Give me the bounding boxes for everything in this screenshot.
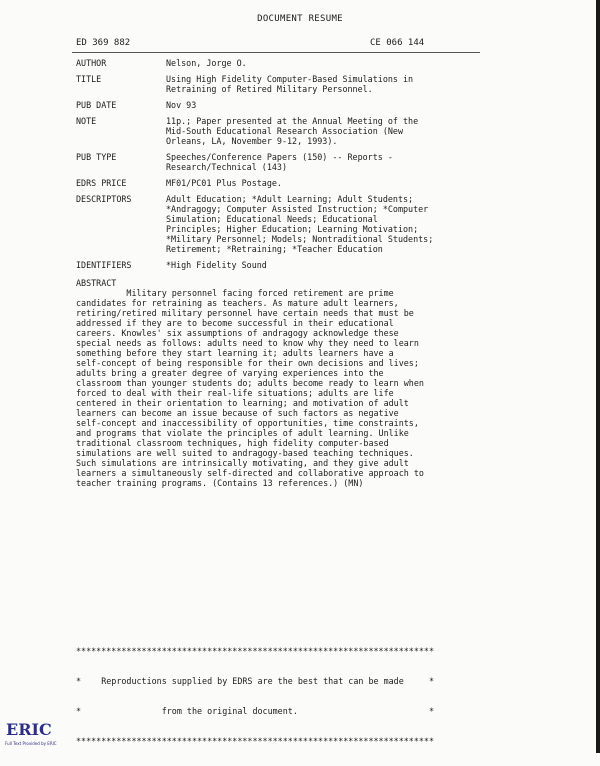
- field-label: PUB DATE: [76, 100, 117, 110]
- eric-logo-text: ERIC: [6, 720, 52, 739]
- eric-logo-subtext: Full Text Provided by ERIC: [5, 741, 57, 746]
- field-row: [76, 100, 496, 110]
- field-value-line: Speeches/Conference Papers (150) -- Reports -: [166, 152, 393, 162]
- field-label: IDENTIFIERS: [76, 260, 132, 270]
- field-row: [76, 58, 496, 68]
- metadata-fields: [76, 58, 496, 276]
- abstract-line: centered in their orientation to learning; and motivation of adult: [76, 398, 409, 408]
- abstract-line: careers. Knowles' six assumptions of andragogy acknowledge these: [76, 328, 399, 338]
- field-label: AUTHOR: [76, 58, 107, 68]
- field-value-line: *High Fidelity Sound: [166, 260, 267, 270]
- field-value-line: Nelson, Jorge O.: [166, 58, 247, 68]
- abstract-line: special needs as follows: adults need to know why they need to learn: [76, 338, 419, 348]
- abstract-label: ABSTRACT: [76, 278, 117, 288]
- eric-logo: [4, 715, 57, 749]
- abstract-line: candidates for retraining as teachers. As mature adult learners,: [76, 298, 399, 308]
- abstract-line: teacher training programs. (Contains 13 references.) (MN): [76, 478, 364, 488]
- field-value: [166, 100, 496, 110]
- abstract-line: retiring/retired military personnel have certain needs that must be: [76, 308, 414, 318]
- field-value: [166, 194, 496, 254]
- field-value-line: Nov 93: [166, 100, 197, 110]
- field-value: [166, 178, 496, 188]
- abstract-text: [76, 288, 496, 488]
- field-label: DESCRIPTORS: [76, 194, 132, 204]
- field-value: [166, 152, 496, 172]
- banner-stars-top: ***********************************************************************: [76, 646, 434, 656]
- abstract-line: simulations are well suited to andragogy-based teaching techniques.: [76, 448, 414, 458]
- field-value-line: Principles; Higher Education; Learning Motivation;: [166, 224, 419, 234]
- field-value: [166, 74, 496, 94]
- abstract-line: Military personnel facing forced retirement are prime: [76, 288, 394, 298]
- field-value: [166, 116, 496, 146]
- field-value-line: MF01/PC01 Plus Postage.: [166, 178, 282, 188]
- ed-number: ED 369 882: [76, 38, 131, 48]
- banner-line-2: * from the original document. *: [76, 706, 434, 716]
- reproduction-banner: [76, 626, 496, 766]
- field-value-line: Orleans, LA, November 9-12, 1993).: [166, 136, 338, 146]
- banner-line-1: * Reproductions supplied by EDRS are the best that can be made *: [76, 676, 434, 686]
- field-label: EDRS PRICE: [76, 178, 127, 188]
- field-row: [76, 74, 496, 94]
- abstract-line: Such simulations are intrinsically motivating, and they give adult: [76, 458, 409, 468]
- field-row: [76, 152, 496, 172]
- field-value-line: Retraining of Retired Military Personnel.: [166, 84, 373, 94]
- field-row: [76, 178, 496, 188]
- field-value-line: 11p.; Paper presented at the Annual Meeting of the: [166, 116, 419, 126]
- field-value-line: Adult Education; *Adult Learning; Adult Students;: [166, 194, 414, 204]
- field-row: [76, 116, 496, 146]
- field-value-line: Retirement; *Retraining; *Teacher Education: [166, 244, 383, 254]
- abstract-line: adults bring a greater degree of varying experiences into the: [76, 368, 384, 378]
- ce-number: CE 066 144: [370, 38, 425, 48]
- banner-stars-bottom: ***********************************************************************: [76, 736, 434, 746]
- header-rule: [72, 52, 480, 53]
- abstract-line: classroom than younger students do; adults become ready to learn when: [76, 378, 424, 388]
- abstract-line: traditional classroom techniques, high fidelity computer-based: [76, 438, 389, 448]
- field-value-line: *Military Personnel; Models; Nontraditional Students;: [166, 234, 434, 244]
- field-value: [166, 260, 496, 270]
- field-label: PUB TYPE: [76, 152, 117, 162]
- field-row: [76, 194, 496, 254]
- field-value-line: Mid-South Educational Research Association (New: [166, 126, 403, 136]
- document-title: DOCUMENT RESUME: [257, 14, 343, 24]
- field-label: NOTE: [76, 116, 97, 126]
- abstract-line: forced to deal with their real-life situations; adults are life: [76, 388, 394, 398]
- field-label: TITLE: [76, 74, 102, 84]
- field-value: [166, 58, 496, 68]
- field-value-line: Using High Fidelity Computer-Based Simulations in: [166, 74, 414, 84]
- scan-edge: [596, 0, 600, 753]
- field-value-line: *Andragogy; Computer Assisted Instruction; *Computer: [166, 204, 429, 214]
- abstract-line: learners a simultaneously self-directed and collaborative approach to: [76, 468, 424, 478]
- field-value-line: Simulation; Educational Needs; Educational: [166, 214, 378, 224]
- abstract-line: addressed if they are to become successful in their educational: [76, 318, 394, 328]
- abstract-line: self-concept and inaccessibility of opportunities, time constraints,: [76, 418, 419, 428]
- abstract-line: learners can become an issue because of such factors as negative: [76, 408, 399, 418]
- field-row: [76, 260, 496, 270]
- abstract-line: something before they start learning it; adults learners have a: [76, 348, 394, 358]
- abstract-line: and programs that violate the principles of adult learning. Unlike: [76, 428, 409, 438]
- field-value-line: Research/Technical (143): [166, 162, 288, 172]
- abstract-line: self-concept of being responsible for their own decisions and lives;: [76, 358, 419, 368]
